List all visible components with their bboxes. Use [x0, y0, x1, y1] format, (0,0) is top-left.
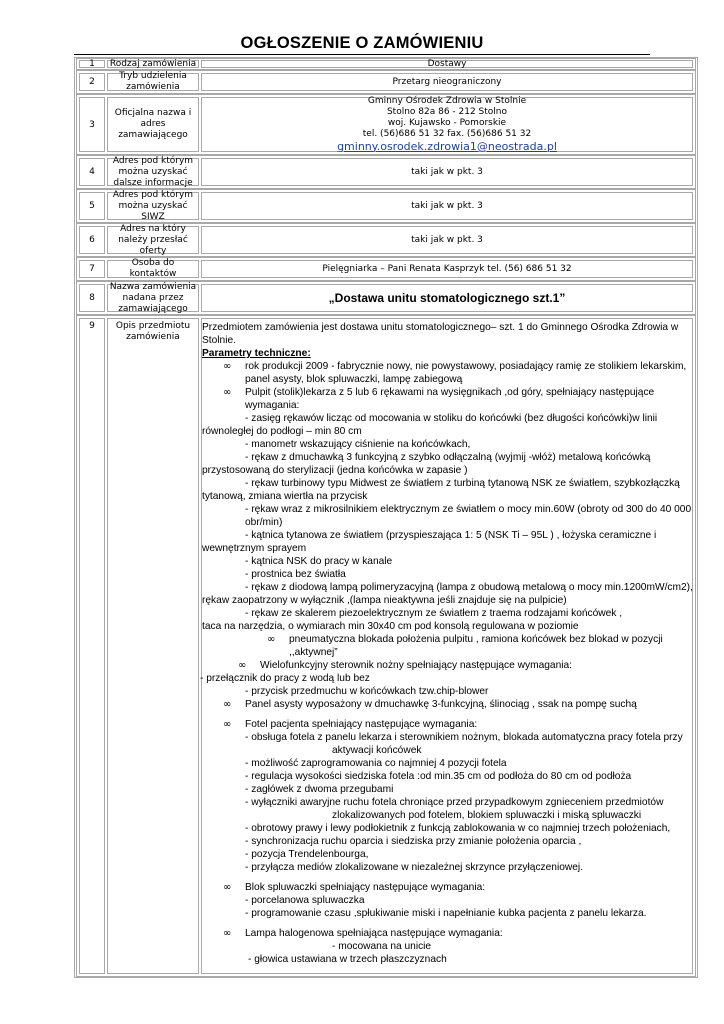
row-label: Nazwa zamówienia nadana przez zamawiającego — [107, 284, 199, 312]
description-line: Pulpit (stolik)lekarza z 5 lub 6 rękawami na wysięgnikach ,od góry, spełniający następujące — [245, 387, 655, 398]
description-line: Fotel pacjenta spełniający następujące wymagania: — [245, 719, 478, 730]
description-line: Wielofunkcyjny sterownik nożny spełniający następujące wymagania: — [260, 660, 573, 671]
row-label: Adres pod którym można uzyskać SIWZ — [107, 192, 199, 220]
table-row — [76, 281, 696, 315]
description-line: - regulacja wysokości siedziska fotela :od min.35 cm od podłoża do 80 cm od podłoża — [245, 771, 632, 782]
description-line: Blok spluwaczki spełniający następujące wymagania: — [245, 882, 486, 893]
description-line: - zagłówek z dwoma przegubami — [245, 784, 394, 795]
description-line: - możliwość zaprogramowania co najmniej 4 pozycji fotela — [245, 758, 507, 769]
row-label: Adres na który należy przesłać oferty — [107, 226, 199, 254]
table-row — [76, 155, 696, 189]
description-line: panel asysty, blok spluwaczki, lampę zabiegową — [245, 374, 463, 385]
infinity-bullet-icon: ∞ — [267, 634, 276, 645]
table-row — [76, 189, 696, 223]
address-line: Stolno 82a 86 - 212 Stolno — [386, 106, 508, 117]
description-line: taca na narzędzia, o wymiarach min 30x40 cm pod konsolą regulowana w poziomie — [202, 621, 579, 632]
description-line: - prostnica bez światła — [245, 569, 346, 580]
infinity-bullet-icon: ∞ — [223, 882, 232, 893]
description-line: Przedmiotem zamówienia jest dostawa unitu stomatologicznego– szt. 1 do Gminnego Ośrodka Zdrowia w — [202, 322, 679, 333]
order-name: „Dostawa unitu stomatologicznego szt.1” — [328, 290, 566, 305]
infinity-bullet-icon: ∞ — [223, 719, 232, 730]
infinity-bullet-icon: ∞ — [238, 660, 247, 671]
description-line: - kątnica tytanowa ze światłem (przyspieszająca 1: 5 (NSK Ti – 95L ) , łożyska ceramiczne i — [245, 530, 657, 541]
row-value — [201, 192, 693, 220]
description-line: - rękaw ze skalerem piezoelektrycznym ze światłem z traema rodzajami końcówek , — [245, 608, 623, 619]
row-value — [201, 73, 693, 91]
infinity-bullet-icon: ∞ — [223, 387, 232, 398]
description-line: - obsługa fotela z panelu lekarza i sterownikiem nożnym, blokada automatyczna pracy fotela przy — [245, 732, 683, 743]
table-row — [76, 58, 696, 70]
description-line: - porcelanowa spluwaczka — [245, 895, 365, 906]
description-line: - manometr wskazujący ciśnienie na końcówkach, — [245, 439, 471, 450]
row-label: Rodzaj zamówienia — [107, 60, 199, 68]
row-label: Tryb udzielenia zamówienia — [107, 73, 199, 91]
email-link[interactable]: gminny.osrodek.zdrowia1@neostrada.pl — [337, 139, 557, 153]
row-value — [201, 260, 693, 278]
description-line: tytanową, zmiana wiertła na przycisk — [202, 491, 368, 502]
infinity-bullet-icon: ∞ — [223, 699, 232, 710]
row-value-text: taki jak w pkt. 3 — [411, 200, 483, 211]
address-line: woj. Kujawsko - Pomorskie — [387, 117, 507, 128]
description-line: - przyłącza mediów zlokalizowane w niezależnej skrzynce przyłączeniowej. — [245, 862, 584, 873]
address-line: Gminny Ośrodek Zdrowia w Stolnie — [367, 95, 527, 106]
description-line: Stolnie. — [202, 335, 236, 346]
description-line: - zasięg rękawów licząc od mocowania w stoliku do końcówki (bez długości końcówki)w linii — [245, 413, 658, 424]
description-line: pneumatyczna blokada położenia pulpitu , ramiona końcówek bez blokad w pozycji — [289, 634, 663, 645]
description-line: - przełącznik do pracy z wodą lub bez — [200, 673, 370, 684]
row-label: Opis przedmiotu zamówienia — [107, 318, 199, 974]
table-row — [76, 94, 696, 155]
row-number: 3 — [79, 97, 105, 152]
description-line: zlokalizowanych pod fotelem, blokiem spluwaczki i miską spluwaczki — [332, 810, 642, 821]
table-row — [76, 70, 696, 94]
row-value — [201, 284, 693, 312]
description-line: aktywacji końcówek — [332, 745, 422, 756]
table-row — [76, 223, 696, 257]
description-line: Lampa halogenowa spełniająca następujące wymagania: — [245, 928, 503, 939]
row-value-text: taki jak w pkt. 3 — [411, 234, 483, 245]
row-number: 7 — [79, 260, 105, 278]
description-line: - mocowana na unicie — [332, 941, 432, 952]
row-value-text: Pielęgniarka – Pani Renata Kasprzyk tel. (56) 686 51 32 — [322, 263, 572, 274]
description-line: wymagania: — [245, 400, 300, 411]
row-value-text: Przetarg nieograniczony — [392, 76, 502, 87]
description-line: - programowanie czasu ,spłukiwanie miski i napełnianie kubka pacjenta z panelu lekarza. — [245, 908, 647, 919]
description-line: ,,aktywnej” — [289, 647, 338, 658]
row-value-text: taki jak w pkt. 3 — [411, 166, 483, 177]
page-title: OGŁOSZENIE O ZAMÓWIENIU — [240, 34, 484, 52]
description-line: Panel asysty wyposażony w dmuchawkę 3-funkcyjną, ślinociąg , ssak na pompę suchą — [245, 699, 637, 710]
description-line: - rękaw z diodową lampą polimeryzacyjną (lampa z obudową metalową o mocy min.1200mW/cm2), — [245, 582, 693, 593]
description-line: przystosowaną do sterylizacji (jedna końcówka w zapasie ) — [202, 465, 468, 476]
description-line: - przycisk przedmuchu w końcówkach tzw.chip-blower — [245, 686, 489, 697]
table-row — [76, 257, 696, 281]
row-number: 4 — [79, 158, 105, 186]
description-line: - kątnica NSK do pracy w kanale — [245, 556, 393, 567]
description-line: obr/min) — [245, 517, 283, 528]
row-number: 6 — [79, 226, 105, 254]
row-number: 1 — [79, 60, 105, 68]
description-line: równoległej do podłogi – min 80 cm — [202, 426, 362, 437]
row-number: 9 — [79, 318, 105, 974]
row-label: Oficjalna nazwa i adres zamawiającego — [107, 97, 199, 152]
description-line: - głowica ustawiana w trzech płaszczyznach — [248, 954, 447, 965]
table-row — [76, 315, 696, 977]
row-value — [201, 226, 693, 254]
row-label: Adres pod którym można uzyskać dalsze informacje — [107, 158, 199, 186]
row-value-text: Dostawy — [427, 58, 467, 69]
description-body — [201, 318, 693, 974]
description-line: - wyłączniki awaryjne ruchu fotela chroniące przed przypadkowym zgnieceniem przedmiotów — [245, 797, 664, 808]
section-heading: Parametry techniczne: — [202, 348, 311, 359]
description-line: - rękaw turbinowy typu Midwest ze światłem z turbiną tytanową NSK ze światłem, szybkozłączką — [245, 478, 680, 489]
row-value — [201, 158, 693, 186]
infinity-bullet-icon: ∞ — [223, 928, 232, 939]
row-label: Osoba do kontaktów — [107, 260, 199, 278]
row-value — [201, 60, 693, 68]
description-line: rękaw zaopatrzony w wyłącznik ,(lampa nieaktywna jeśli znajduje się na pulpicie) — [202, 595, 567, 606]
description-line: wewnętrznym sprayem — [202, 543, 307, 554]
row-number: 2 — [79, 73, 105, 91]
infinity-bullet-icon: ∞ — [223, 361, 232, 372]
description-line: - rękaw z dmuchawką 3 funkcyjną z szybko odłączalną (wyjmij -włóż) metalową końcówką — [245, 452, 651, 463]
description-line: rok produkcji 2009 - fabrycznie nowy, nie powystawowy, posiadający ramię ze stolikiem lekarskim, — [245, 361, 687, 372]
description-line: - pozycja Trendelenbourga, — [245, 849, 369, 860]
row-number: 8 — [79, 284, 105, 312]
description-line: - synchronizacja ruchu oparcia i siedziska przy zmianie położenia oparcia , — [245, 836, 582, 847]
row-value — [201, 97, 693, 152]
row-number: 5 — [79, 192, 105, 220]
description-line: - rękaw wraz z mikrosilnikiem elektrycznym ze światłem o mocy min.60W (obroty od 300 do 40 000 — [245, 504, 692, 515]
description-line: - obrotowy prawy i lewy podłokietnik z funkcją zablokowania w co najmniej trzech położeniach, — [245, 823, 671, 834]
title-underline — [74, 54, 650, 55]
address-line: tel. (56)686 51 32 fax. (56)686 51 32 — [362, 128, 532, 139]
